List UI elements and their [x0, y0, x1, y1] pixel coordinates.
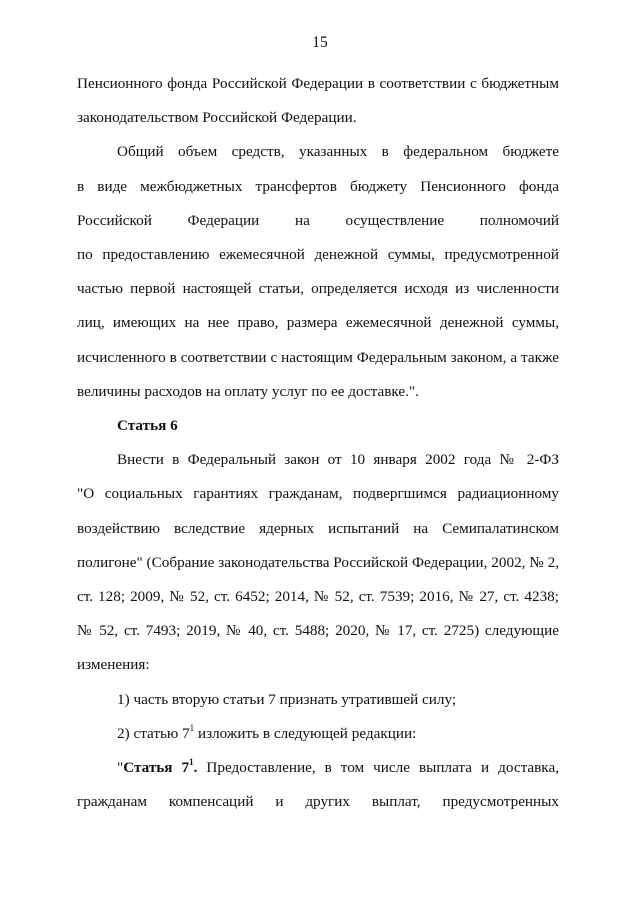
text-line: Внести в Федеральный закон от 10 января 2002 года № 2-ФЗ — [117, 451, 559, 469]
paragraph-pension-fund — [77, 67, 559, 135]
text-line: № 52, ст. 7493; 2019, № 40, ст. 5488; 2020, № 17, ст. 2725) следующие — [77, 622, 559, 640]
superscript: 1 — [189, 722, 195, 733]
article-text: Предоставление, в том числе выплата и доставка, — [197, 759, 559, 777]
text-line: Общий объем средств, указанных в федеральном бюджете — [117, 143, 559, 161]
item-text: изложить в следующей редакции: — [194, 724, 417, 742]
text-line: изменения: — [77, 656, 150, 674]
text-line: полигоне" (Собрание законодательства Российской Федерации, 2002, № 2, — [77, 553, 559, 571]
text-line: воздействию вследствие ядерных испытаний на Семипалатинском — [77, 519, 559, 537]
text-line: исчисленного в соответствии с настоящим Федеральным законом, а также — [77, 348, 559, 366]
text-line — [77, 751, 559, 785]
list-item — [77, 717, 559, 751]
text-line: по предоставлению ежемесячной денежной суммы, предусмотренной — [77, 246, 559, 264]
paragraph-article-7-1 — [77, 751, 559, 819]
text-line: Российской Федерации на осуществление полномочий — [77, 211, 559, 229]
text-line: в виде межбюджетных трансфертов бюджету Пенсионного фонда — [77, 177, 559, 195]
superscript: 1 — [189, 757, 194, 768]
article-title: Статья $7^1$. — [123, 757, 198, 777]
paragraph-amend-law — [77, 443, 559, 682]
text-line: частью первой настоящей статьи, определяется исходя из численности — [77, 280, 559, 298]
text-line: ст. 128; 2009, № 52, ст. 6452; 2014, № 52, ст. 7539; 2016, № 27, ст. 4238; — [77, 588, 559, 606]
text-line: лиц, имеющих на нее право, размера ежемесячной денежной суммы, — [77, 314, 559, 332]
text-line: Пенсионного фонда Российской Федерации в соответствии с бюджетным — [77, 75, 559, 92]
text-line: "О социальных гарантиях гражданам, подвергшимся радиационному — [77, 485, 559, 503]
text-line: 1) часть вторую статьи 7 признать утратившей силу; — [117, 690, 457, 708]
text-line: величины расходов на оплату услуг по ее доставке.". — [77, 382, 419, 400]
text-line: законодательством Российской Федерации. — [77, 109, 357, 127]
article-heading: Статья 6 — [117, 417, 178, 435]
list-item — [77, 683, 559, 717]
item-text: 2) статью 7 — [117, 724, 190, 742]
page-number: 15 — [312, 34, 328, 51]
text-line — [77, 717, 559, 751]
quote-mark: " — [117, 759, 124, 777]
paragraph-total-funds — [77, 135, 559, 409]
text-line: гражданам компенсаций и других выплат, предусмотренных — [77, 793, 559, 811]
document-body — [77, 67, 559, 819]
